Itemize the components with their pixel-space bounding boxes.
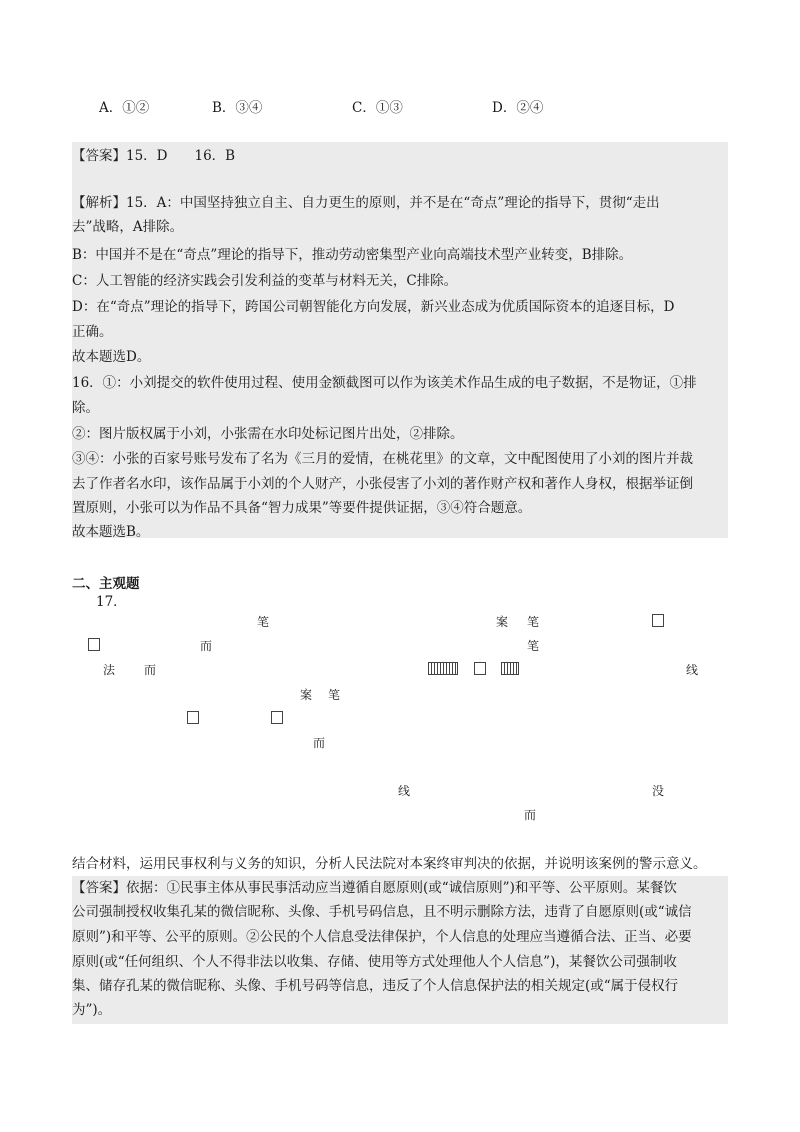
- analysis-line: ③④：小张的百家号账号发布了名为《三月的爱情，在桃花里》的文章，文中配图使用了小刘的图片并裁: [72, 451, 693, 467]
- analysis-line: C：人工智能的经济实践会引发利益的变革与材料无关，C排除。: [72, 273, 458, 289]
- fragment-glyph: 法: [103, 663, 116, 677]
- option-d: D．②④: [492, 100, 544, 116]
- answer-line: 原则(或“任何组织、个人不得非法以收集、存储、使用等方式处理他人个人信息”)，某餐饮公司强制收: [72, 954, 677, 970]
- fragment-glyph: 而: [313, 736, 326, 750]
- missing-glyph-box: [501, 662, 519, 675]
- fragment-glyph: 线: [686, 663, 699, 677]
- answer-line: 集、储存孔某的微信昵称、头像、手机号码等信息，违反了个人信息保护法的相关规定(或“属于侵权行: [72, 978, 679, 994]
- missing-glyph-box: [271, 711, 283, 724]
- section-title: 二、主观题: [72, 576, 140, 592]
- question-number: 17．: [96, 594, 127, 610]
- fragment-glyph: 没: [652, 784, 665, 798]
- fragment-glyph: 案: [300, 688, 313, 702]
- missing-glyph-box: [187, 711, 199, 724]
- answer-line: 为”)。: [72, 1002, 112, 1018]
- analysis-line: 除。: [72, 400, 99, 416]
- missing-glyph-box: [88, 638, 100, 651]
- option-c: C．①③: [352, 100, 403, 116]
- analysis-line: 置原则，小张可以为作品不具备“智力成果”等要件提供证据，③④符合题意。: [72, 500, 532, 516]
- analysis-line: D：在“奇点”理论的指导下，跨国公司朝智能化方向发展，新兴业态成为优质国际资本的追逐目标，D: [72, 299, 675, 315]
- fragment-glyph: 笔: [527, 639, 540, 653]
- answer-line: 公司强制授权收集孔某的微信昵称、头像、手机号码信息，且不明示删除方法，违背了自愿原则(或“诚信: [72, 904, 692, 920]
- answer-line: 【答案】依据：①民事主体从事民事活动应当遵循自愿原则(或“诚信原则”)和平等、公平原则。某餐饮: [72, 880, 677, 896]
- fragment-glyph: 而: [144, 663, 157, 677]
- fragment-glyph: 笔: [328, 688, 341, 702]
- fragment-glyph: 线: [398, 784, 411, 798]
- missing-glyph-box: [474, 662, 486, 675]
- answer-line: 原则”)和平等、公平的原则。②公民的个人信息受法律保护，个人信息的处理应当遵循合法、正当、必要: [72, 929, 692, 945]
- missing-glyph-box: [652, 614, 664, 627]
- analysis-line: ②：图片版权属于小刘，小张需在水印处标记图片出处，②排除。: [72, 426, 464, 442]
- analysis-line: 去了作者名水印，该作品属于小刘的个人财产，小张侵害了小刘的著作财产权和著作人身权，根据举证倒: [72, 476, 693, 492]
- analysis-line: 故本题选D。: [72, 349, 151, 365]
- fragment-glyph: 而: [200, 639, 213, 653]
- analysis-line: 故本题选B。: [72, 524, 150, 540]
- fragment-glyph: 案: [496, 615, 509, 629]
- analysis-line: 16．①：小刘提交的软件使用过程、使用金额截图可以作为该美术作品生成的电子数据，不是物证，①排: [72, 375, 697, 391]
- fragment-glyph: 笔: [527, 615, 540, 629]
- fragment-glyph: 笔: [257, 615, 270, 629]
- analysis-line: B：中国并不是在“奇点”理论的指导下，推动劳动密集型产业向高端技术型产业转变，B排除。: [72, 247, 633, 263]
- answer-15-16: 【答案】15．D 16．B: [72, 148, 236, 164]
- missing-glyph-box: [428, 662, 458, 675]
- analysis-line: 正确。: [72, 324, 113, 340]
- fragment-glyph: 而: [524, 808, 537, 822]
- option-b: B．③④: [212, 100, 263, 116]
- option-a: A．①②: [99, 100, 150, 116]
- question-text: 结合材料，运用民事权利与义务的知识，分析人民法院对本案终审判决的依据，并说明该案例的警示意义。: [72, 856, 707, 872]
- analysis-line: 去”战略，A排除。: [72, 219, 184, 235]
- analysis-line: 【解析】15．A：中国坚持独立自主、自力更生的原则，并不是在“奇点”理论的指导下，贯彻“走出: [72, 195, 660, 211]
